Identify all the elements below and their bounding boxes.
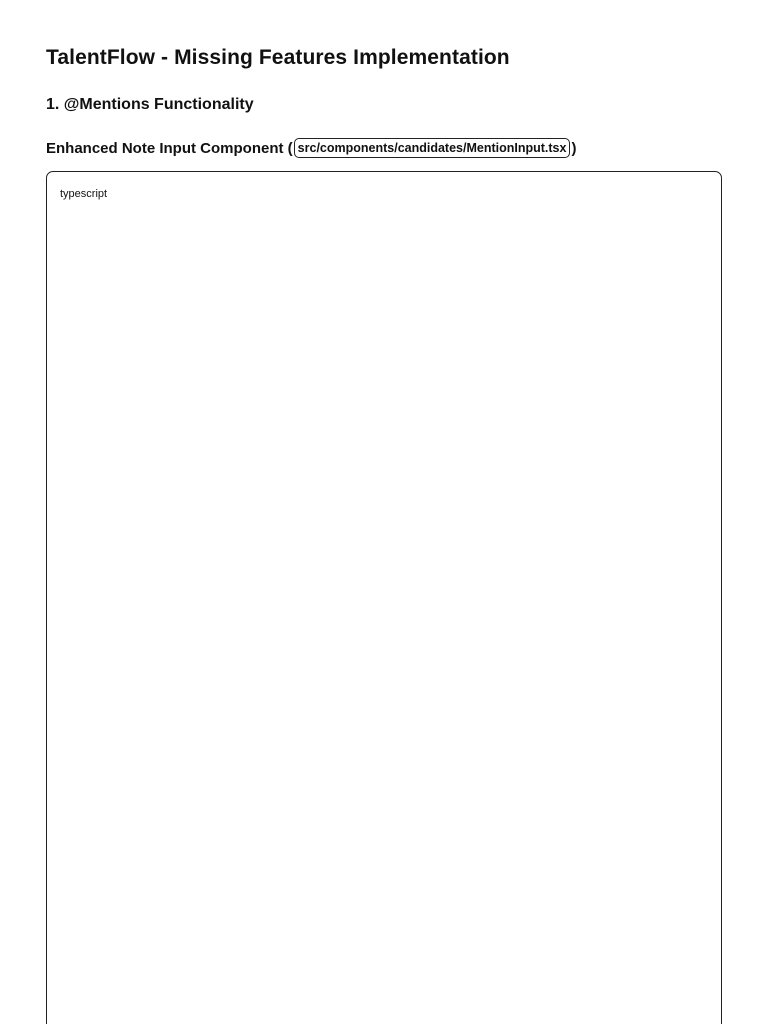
code-block [46, 171, 722, 1024]
close-paren: ) [571, 139, 577, 157]
section-title: 1. @Mentions Functionality [46, 96, 254, 113]
open-paren: ( [287, 139, 293, 157]
subsection-heading [46, 138, 576, 158]
subsection-label: Enhanced Note Input Component [46, 139, 284, 157]
document-title: TalentFlow - Missing Features Implementation [46, 46, 510, 69]
file-path-code: src/components/candidates/MentionInput.tsx [294, 138, 571, 158]
code-language-label: typescript [60, 188, 108, 200]
